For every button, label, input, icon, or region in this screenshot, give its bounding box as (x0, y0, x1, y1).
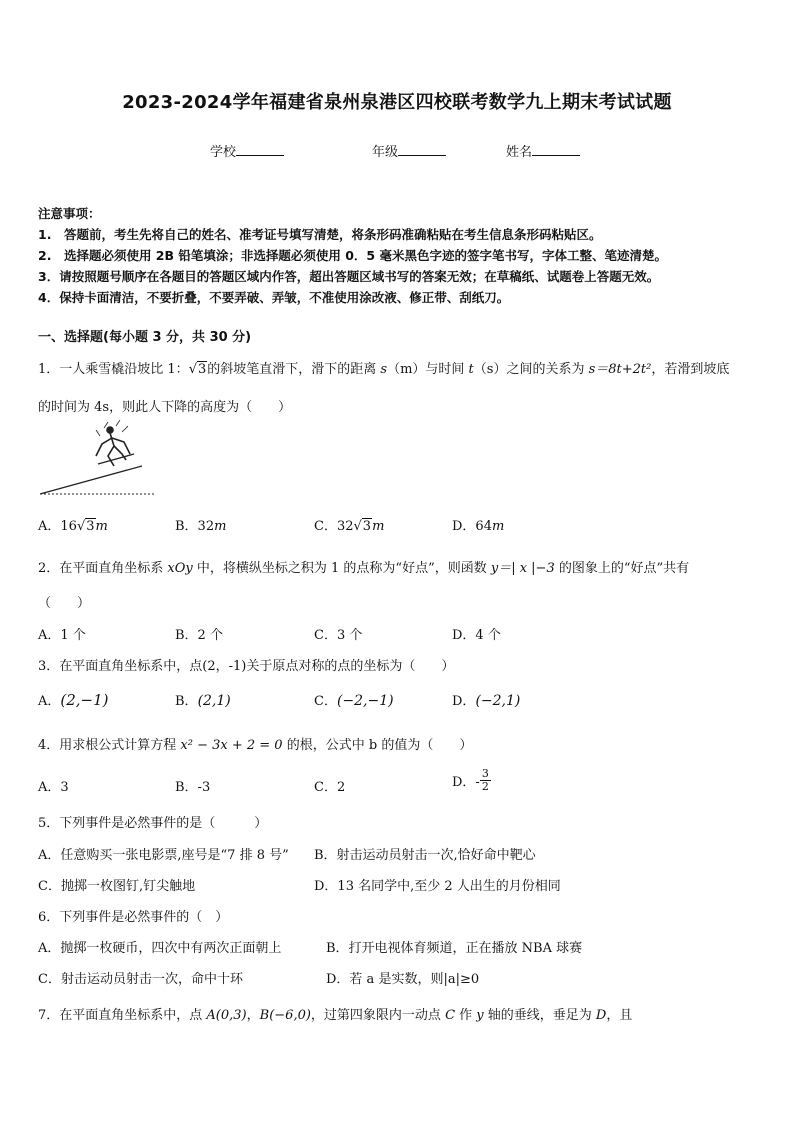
note-item: 1. 答题前，考生先将自己的姓名、准考证号填写清楚，将条形码准确粘贴在考生信息条形码粘贴区。 (38, 227, 602, 242)
sqrt-symbol: √3 (188, 362, 207, 377)
q6-option-c[interactable]: C．射击运动员射击一次，命中十环 (38, 972, 243, 987)
q4-option-b[interactable]: B．-3 (175, 780, 211, 795)
q7-stem: 7．在平面直角坐标系中，点 A(0,3)，B(−6,0)，过第四象限内一动点 C 作 y 轴的垂线，垂足为 D，且 (38, 1008, 633, 1023)
section-heading: 一、选择题(每小题 3 分，共 30 分) (38, 330, 252, 345)
grade-blank[interactable] (398, 143, 446, 156)
q3-option-b[interactable]: B．(2,1) (175, 693, 231, 709)
grade-field[interactable]: 年级 (372, 141, 446, 160)
q1-option-a[interactable]: A．16√3m (38, 519, 108, 534)
q4-option-d[interactable]: D．- $\frac{3}{2}$ (452, 767, 489, 793)
q2-stem-line2: （ ） (38, 596, 91, 611)
q1-stem: 1．一人乘雪橇沿坡比 1：√3的斜坡笔直滑下，滑下的距离 s（m）与时间 t（s）之间的关系为 s＝8t+2t²，若滑到坡底 (38, 362, 730, 377)
q1-option-b[interactable]: B．32m (175, 519, 227, 534)
q5-option-d[interactable]: D．13 名同学中,至少 2 人出生的月份相同 (314, 879, 561, 894)
q4-stem: 4．用求根公式计算方程 x² − 3x + 2 = 0 的根，公式中 b 的值为（ ） (38, 738, 473, 753)
q2-option-b[interactable]: B．2 个 (175, 628, 223, 643)
q3-option-a[interactable]: A．(2,−1) (38, 691, 109, 709)
q3-stem: 3．在平面直角坐标系中，点(2，-1)关于原点对称的点的坐标为（ ） (38, 659, 455, 674)
note-item: 3．请按照题号顺序在各题目的答题区域内作答，超出答题区域书写的答案无效；在草稿纸、试题卷上答题无效。 (38, 269, 660, 284)
q3-option-d[interactable]: D．(−2,1) (452, 693, 521, 709)
q2-option-d[interactable]: D．4 个 (452, 628, 501, 643)
q2-option-a[interactable]: A．1 个 (38, 628, 86, 643)
q5-option-a[interactable]: A．任意购买一张电影票,座号是“7 排 8 号” (38, 848, 289, 863)
note-item: 4．保持卡面清洁，不要折叠，不要弄破、弄皱，不准使用涂改液、修正带、刮纸刀。 (38, 290, 510, 305)
school-field[interactable]: 学校 (210, 141, 284, 160)
q2-option-c[interactable]: C．3 个 (314, 628, 363, 643)
page-title: 2023-2024学年福建省泉州泉港区四校联考数学九上期末考试试题 (122, 92, 672, 113)
school-blank[interactable] (236, 143, 284, 156)
q1-option-c[interactable]: C．32√3m (314, 519, 385, 534)
q2-stem: 2．在平面直角坐标系 xOy 中，将横纵坐标之积为 1 的点称为“好点”，则函数 y＝| x |−3 的图象上的“好点”共有 (38, 561, 690, 576)
slope-line (40, 466, 142, 494)
q4-option-c[interactable]: C．2 (314, 780, 346, 795)
notes-heading: 注意事项： (38, 206, 101, 221)
name-blank[interactable] (532, 143, 580, 156)
q1-option-d[interactable]: D．64m (452, 519, 505, 534)
notes (38, 203, 758, 308)
q5-option-c[interactable]: C．抛掷一枚图钉,钉尖触地 (38, 879, 196, 894)
q5-option-b[interactable]: B．射击运动员射击一次,恰好命中靶心 (314, 848, 536, 863)
q1-stem-line2: 的时间为 4s，则此人下降的高度为（ ） (38, 400, 292, 415)
note-item: 2. 选择题必须使用 2B 铅笔填涂；非选择题必须使用 0．5 毫米黑色字迹的签字笔书写，字体工整、笔迹清楚。 (38, 248, 667, 263)
q3-option-c[interactable]: C．(−2,−1) (314, 693, 394, 709)
q6-stem: 6．下列事件是必然事件的（ ） (38, 910, 229, 925)
q5-stem: 5．下列事件是必然事件的是（ ） (38, 816, 268, 831)
q6-option-d[interactable]: D．若 a 是实数，则|a|≥0 (326, 972, 480, 987)
q6-option-b[interactable]: B．打开电视体育频道，正在播放 NBA 球赛 (326, 941, 583, 956)
skier-figure (38, 420, 158, 498)
name-field[interactable]: 姓名 (506, 141, 580, 160)
q4-option-a[interactable]: A．3 (38, 780, 69, 795)
q6-option-a[interactable]: A．抛掷一枚硬币，四次中有两次正面朝上 (38, 941, 282, 956)
skier-icon (96, 420, 134, 466)
